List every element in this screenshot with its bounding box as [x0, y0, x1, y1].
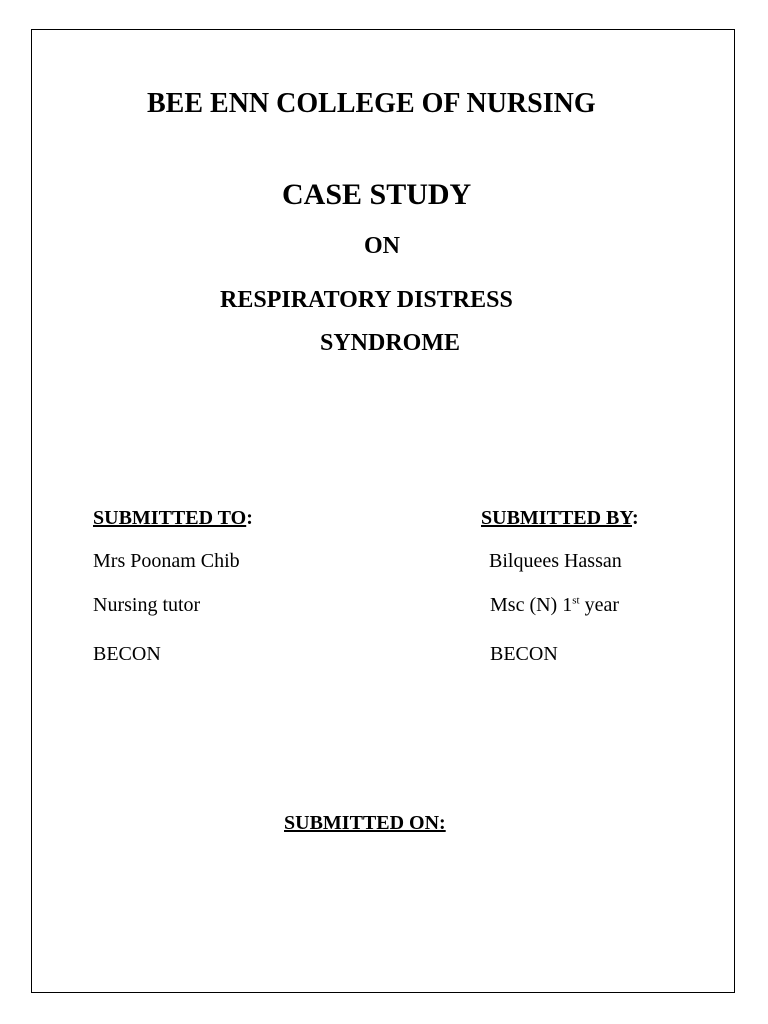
submitted-by-course: [490, 594, 619, 617]
submitted-to-colon: :: [246, 507, 253, 529]
submitted-to-institution: BECON: [93, 643, 161, 665]
topic-line-1: RESPIRATORY DISTRESS: [220, 287, 513, 313]
course-suffix: year: [579, 594, 619, 616]
college-name: BEE ENN COLLEGE OF NURSING: [147, 88, 596, 119]
submitted-by-name: Bilquees Hassan: [489, 550, 622, 572]
submitted-by-heading: [481, 507, 639, 530]
title-case-study: CASE STUDY: [282, 178, 472, 211]
submitted-on-heading: [284, 812, 446, 835]
submitted-to-designation: Nursing tutor: [93, 594, 201, 616]
submitted-by-label: SUBMITTED BY: [481, 507, 632, 529]
submitted-on-label: SUBMITTED ON:: [284, 812, 446, 834]
course-ordinal: st: [572, 594, 580, 607]
submitted-to-heading: [93, 507, 253, 530]
submitted-by-colon: :: [631, 507, 639, 529]
title-on: ON: [364, 233, 400, 259]
submitted-by-institution: BECON: [490, 643, 558, 665]
course-prefix: Msc (N) 1: [490, 594, 573, 616]
submitted-to-name: Mrs Poonam Chib: [93, 550, 240, 572]
submitted-to-label: SUBMITTED TO: [93, 507, 247, 529]
topic-line-2: SYNDROME: [320, 330, 461, 356]
